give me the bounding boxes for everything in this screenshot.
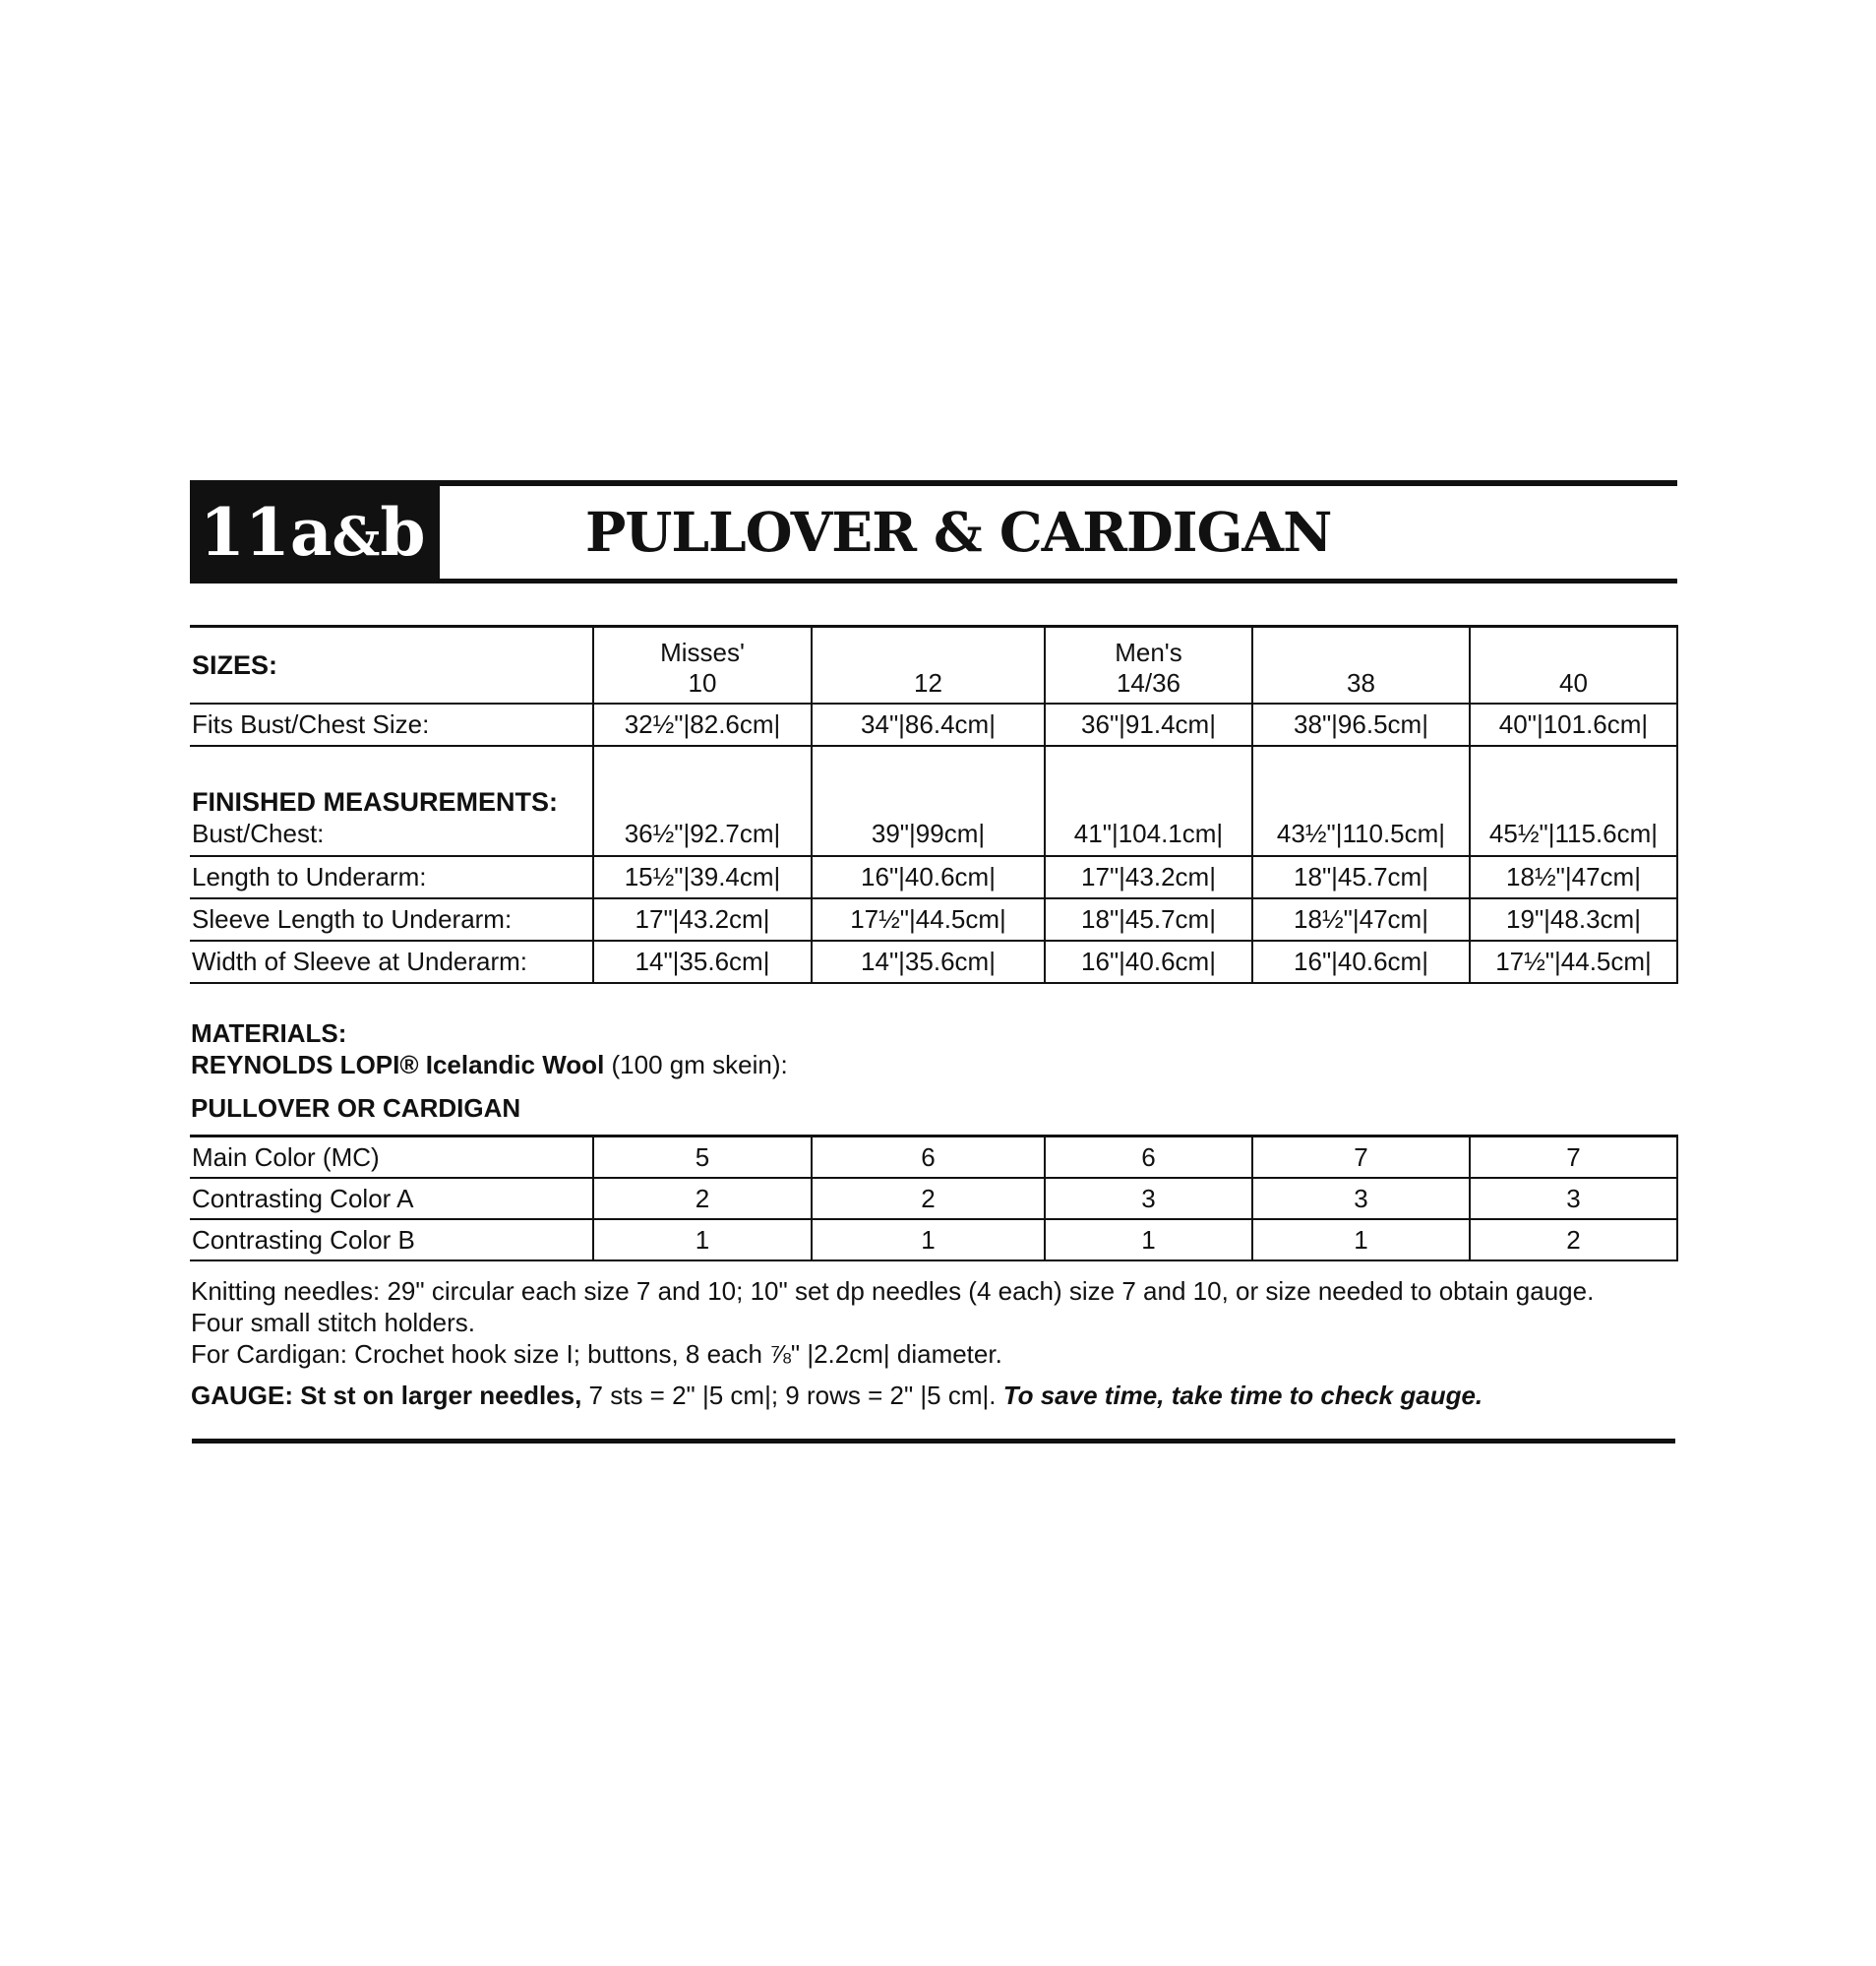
row-label: Contrasting Color B — [190, 1219, 593, 1260]
gauge-tip: To save time, take time to check gauge. — [1002, 1381, 1483, 1410]
table-cell: 40"|101.6cm| — [1470, 704, 1677, 746]
table-cell: 45½"|115.6cm| — [1470, 746, 1677, 856]
pattern-header — [190, 480, 1677, 584]
size-column — [812, 627, 1045, 705]
table-cell: 41"|104.1cm| — [1045, 746, 1252, 856]
needles-note: Knitting needles: 29" circular each size 7 and 10; 10" set dp needles (4 each) size 7 and 10, or size needed to obtain gauge. — [191, 1276, 1595, 1306]
table-cell: 2 — [812, 1178, 1045, 1219]
table-cell: 17½"|44.5cm| — [1470, 941, 1677, 983]
finished-bust-row — [190, 746, 1677, 856]
table-cell: 18½"|47cm| — [1252, 898, 1470, 941]
row-label: Contrasting Color A — [190, 1178, 593, 1219]
table-cell: 32½"|82.6cm| — [593, 704, 812, 746]
table-cell: 1 — [593, 1219, 812, 1260]
materials-section — [191, 1017, 1678, 1124]
table-cell: 18"|45.7cm| — [1045, 898, 1252, 941]
table-cell: 5 — [593, 1137, 812, 1179]
table-cell: 2 — [593, 1178, 812, 1219]
table-cell: 14"|35.6cm| — [593, 941, 812, 983]
notes-section — [191, 1275, 1696, 1411]
row-label: Main Color (MC) — [190, 1137, 593, 1179]
table-cell: 3 — [1045, 1178, 1252, 1219]
table-row — [190, 1178, 1677, 1219]
size-column — [593, 627, 812, 705]
table-cell: 3 — [1252, 1178, 1470, 1219]
gauge-values: 7 sts = 2" |5 cm|; 9 rows = 2" |5 cm|. — [581, 1381, 1003, 1410]
table-cell: 16"|40.6cm| — [1252, 941, 1470, 983]
table-cell: 16"|40.6cm| — [812, 856, 1045, 898]
finished-measurements-heading: FINISHED MEASUREMENTS: — [192, 787, 559, 817]
table-cell: 3 — [1470, 1178, 1677, 1219]
table-cell: 6 — [1045, 1137, 1252, 1179]
table-cell: 14"|35.6cm| — [812, 941, 1045, 983]
table-cell: 15½"|39.4cm| — [593, 856, 812, 898]
pattern-number-badge — [190, 486, 440, 579]
sizes-label: SIZES: — [190, 627, 593, 705]
holders-note: Four small stitch holders. — [191, 1308, 475, 1337]
table-cell: 16"|40.6cm| — [1045, 941, 1252, 983]
row-label-text: Bust/Chest: — [192, 819, 325, 848]
table-cell: 19"|48.3cm| — [1470, 898, 1677, 941]
cardigan-note: For Cardigan: Crochet hook size I; buttons, 8 each ⅞" |2.2cm| diameter. — [191, 1339, 1002, 1369]
yarn-quantity-table — [190, 1135, 1678, 1261]
table-row — [190, 898, 1677, 941]
table-cell: 38"|96.5cm| — [1252, 704, 1470, 746]
sizes-measurements-table — [190, 625, 1678, 984]
table-cell: 1 — [812, 1219, 1045, 1260]
table-row — [190, 1219, 1677, 1260]
header-bottom-rule — [190, 579, 1677, 584]
badge-end: b — [380, 494, 426, 571]
size-group-label: Misses' — [660, 638, 745, 667]
size-value: 40 — [1559, 668, 1588, 698]
table-row — [190, 941, 1677, 983]
size-column — [1470, 627, 1677, 705]
yarn-name: REYNOLDS LOPI® Icelandic Wool — [191, 1050, 605, 1079]
yarn-line — [191, 1049, 1678, 1080]
yarn-skein: (100 gm skein): — [604, 1050, 788, 1079]
row-label: Width of Sleeve at Underarm: — [190, 941, 593, 983]
bottom-rule — [192, 1439, 1675, 1444]
table-cell: 17½"|44.5cm| — [812, 898, 1045, 941]
size-value: 38 — [1347, 668, 1375, 698]
size-group-label: Men's — [1115, 638, 1182, 667]
gauge-label: GAUGE: St st on larger needles, — [191, 1381, 582, 1410]
fits-row — [190, 704, 1677, 746]
size-value: 14/36 — [1116, 668, 1181, 698]
table-cell: 18½"|47cm| — [1470, 856, 1677, 898]
pullover-cardigan-heading: PULLOVER OR CARDIGAN — [191, 1093, 521, 1123]
table-cell: 17"|43.2cm| — [1045, 856, 1252, 898]
table-cell: 7 — [1470, 1137, 1677, 1179]
size-value: 10 — [688, 668, 717, 698]
size-column — [1045, 627, 1252, 705]
table-cell: 36½"|92.7cm| — [593, 746, 812, 856]
table-cell: 34"|86.4cm| — [812, 704, 1045, 746]
table-cell: 6 — [812, 1137, 1045, 1179]
row-label: Sleeve Length to Underarm: — [190, 898, 593, 941]
table-cell: 18"|45.7cm| — [1252, 856, 1470, 898]
table-cell: 1 — [1045, 1219, 1252, 1260]
table-cell: 43½"|110.5cm| — [1252, 746, 1470, 856]
pattern-title: PULLOVER & CARDIGAN — [585, 500, 1332, 564]
table-cell: 39"|99cm| — [812, 746, 1045, 856]
gauge-line — [191, 1380, 1696, 1411]
sizes-header-row — [190, 627, 1677, 705]
badge-amp: & — [332, 505, 381, 568]
row-label: Fits Bust/Chest Size: — [190, 704, 593, 746]
table-cell: 17"|43.2cm| — [593, 898, 812, 941]
table-cell: 7 — [1252, 1137, 1470, 1179]
row-label — [190, 746, 593, 856]
table-row — [190, 1137, 1677, 1179]
table-cell: 2 — [1470, 1219, 1677, 1260]
badge-main: 11a — [200, 494, 333, 571]
row-label: Length to Underarm: — [190, 856, 593, 898]
size-value: 12 — [914, 668, 942, 698]
materials-heading: MATERIALS: — [191, 1018, 347, 1048]
size-column — [1252, 627, 1470, 705]
table-cell: 36"|91.4cm| — [1045, 704, 1252, 746]
table-cell: 1 — [1252, 1219, 1470, 1260]
table-row — [190, 856, 1677, 898]
